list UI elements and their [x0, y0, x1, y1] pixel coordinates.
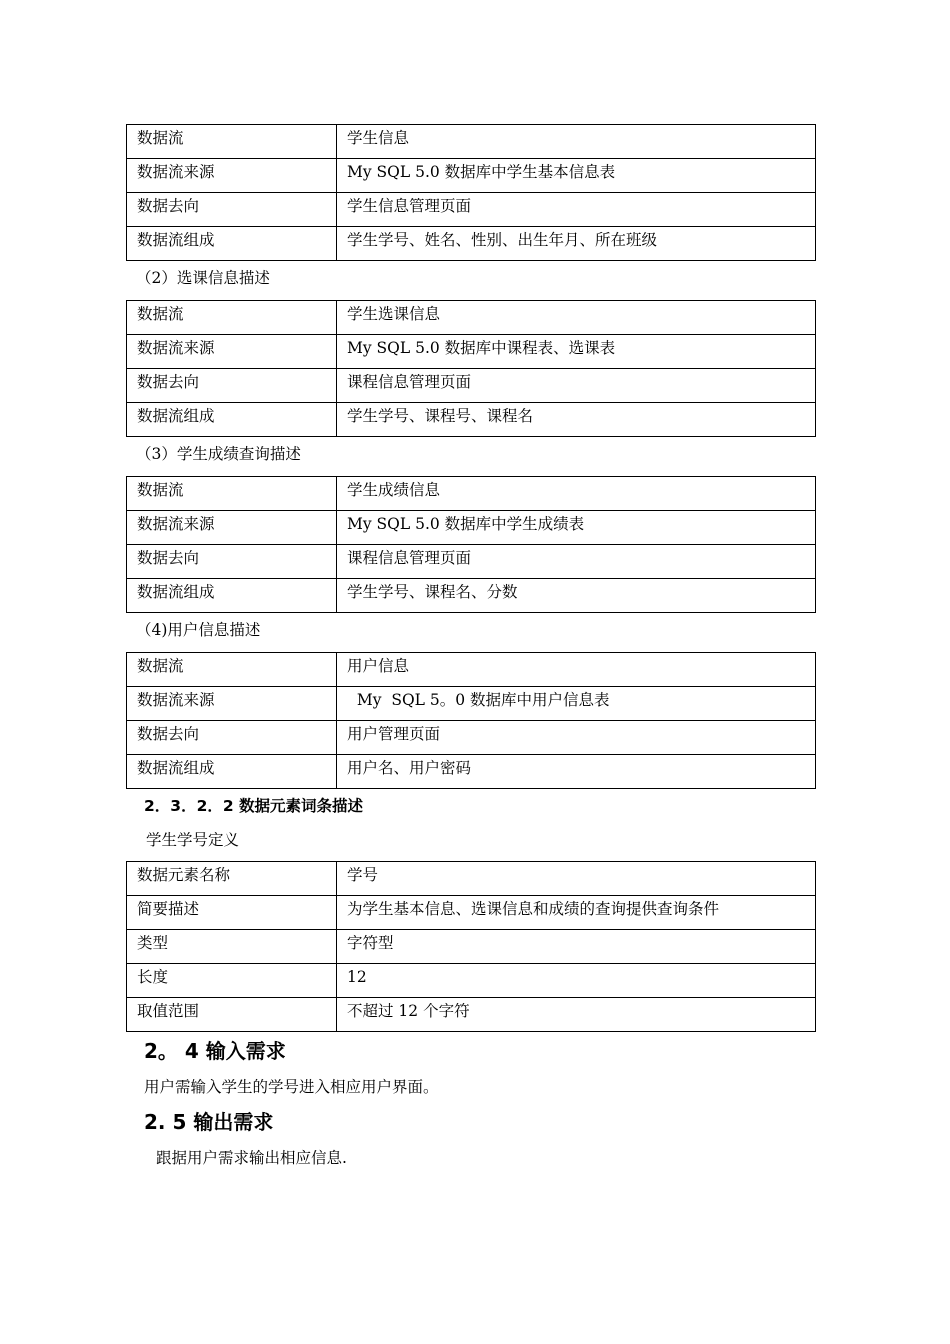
data-flow-table-student-info	[126, 124, 816, 261]
data-element-table-student-id	[126, 861, 816, 1032]
section-heading-input-requirements: 2。 4 输入需求	[144, 1039, 286, 1063]
caption-student-id-definition: 学生学号定义	[146, 831, 240, 849]
section-heading-output-requirements: 2. 5 输出需求	[144, 1110, 274, 1134]
table-row	[127, 545, 816, 579]
table-cell-value: My SQL 5.0 数据库中课程表、选课表	[337, 335, 816, 369]
table-row	[127, 579, 816, 613]
table-cell-value: 课程信息管理页面	[337, 545, 816, 579]
table-row	[127, 125, 816, 159]
table-row	[127, 862, 816, 896]
table-row	[127, 896, 816, 930]
table-cell-key: 取值范围	[127, 998, 337, 1032]
table-row	[127, 403, 816, 437]
table-cell-key: 数据流	[127, 301, 337, 335]
table-row	[127, 369, 816, 403]
table-cell-key: 数据去向	[127, 193, 337, 227]
table-row	[127, 159, 816, 193]
table-row	[127, 653, 816, 687]
table-cell-key: 数据去向	[127, 369, 337, 403]
table-cell-value: 学生学号、姓名、性别、出生年月、所在班级	[337, 227, 816, 261]
table-cell-value: 为学生基本信息、选课信息和成绩的查询提供查询条件	[337, 896, 816, 930]
table-cell-value: 12	[337, 964, 816, 998]
table-cell-value: 用户名、用户密码	[337, 755, 816, 789]
table-cell-value: My SQL 5.0 数据库中学生成绩表	[337, 511, 816, 545]
table-cell-key: 数据流来源	[127, 335, 337, 369]
table-cell-key: 数据流组成	[127, 579, 337, 613]
table-row	[127, 335, 816, 369]
paragraph-input-requirements: 用户需输入学生的学号进入相应用户界面。	[144, 1078, 439, 1096]
table-cell-key: 简要描述	[127, 896, 337, 930]
data-flow-table-score	[126, 476, 816, 613]
table-row	[127, 721, 816, 755]
table-cell-key: 数据流来源	[127, 159, 337, 193]
table-row	[127, 687, 816, 721]
data-flow-table-user-info	[126, 652, 816, 789]
table-cell-value: 学生成绩信息	[337, 477, 816, 511]
table-cell-key: 数据流组成	[127, 403, 337, 437]
table-row	[127, 193, 816, 227]
table-cell-key: 数据流来源	[127, 511, 337, 545]
table-cell-value: 用户信息	[337, 653, 816, 687]
table-row	[127, 964, 816, 998]
table-cell-value: 学生学号、课程名、分数	[337, 579, 816, 613]
table-row	[127, 998, 816, 1032]
table-cell-value: 学生信息	[337, 125, 816, 159]
table-cell-value: 学号	[337, 862, 816, 896]
table-cell-value: 学生选课信息	[337, 301, 816, 335]
caption-course-selection: （2）选课信息描述	[136, 269, 270, 287]
table-cell-key: 数据元素名称	[127, 862, 337, 896]
table-cell-key: 数据流	[127, 653, 337, 687]
table-cell-value: 学生学号、课程号、课程名	[337, 403, 816, 437]
table-cell-value: 用户管理页面	[337, 721, 816, 755]
table-cell-key: 数据去向	[127, 721, 337, 755]
table-cell-key: 数据去向	[127, 545, 337, 579]
table-cell-key: 数据流	[127, 477, 337, 511]
caption-user-info: （4)用户信息描述	[136, 621, 261, 639]
table-cell-key: 数据流	[127, 125, 337, 159]
table-row	[127, 477, 816, 511]
table-row	[127, 511, 816, 545]
table-cell-value: My SQL 5。0 数据库中用户信息表	[337, 687, 816, 721]
table-cell-key: 类型	[127, 930, 337, 964]
table-cell-key: 数据流组成	[127, 227, 337, 261]
section-heading-data-element: 2．3．2．2 数据元素词条描述	[144, 797, 364, 815]
paragraph-output-requirements: 跟据用户需求输出相应信息.	[156, 1149, 347, 1167]
table-cell-value: 课程信息管理页面	[337, 369, 816, 403]
table-cell-key: 数据流来源	[127, 687, 337, 721]
data-flow-table-course-selection	[126, 300, 816, 437]
table-cell-value: 字符型	[337, 930, 816, 964]
table-cell-value: 不超过 12 个字符	[337, 998, 816, 1032]
table-cell-key: 长度	[127, 964, 337, 998]
caption-score-query: （3）学生成绩查询描述	[136, 445, 301, 463]
table-row	[127, 301, 816, 335]
table-cell-value: My SQL 5.0 数据库中学生基本信息表	[337, 159, 816, 193]
table-cell-key: 数据流组成	[127, 755, 337, 789]
table-row	[127, 755, 816, 789]
table-cell-value: 学生信息管理页面	[337, 193, 816, 227]
table-row	[127, 227, 816, 261]
table-row	[127, 930, 816, 964]
